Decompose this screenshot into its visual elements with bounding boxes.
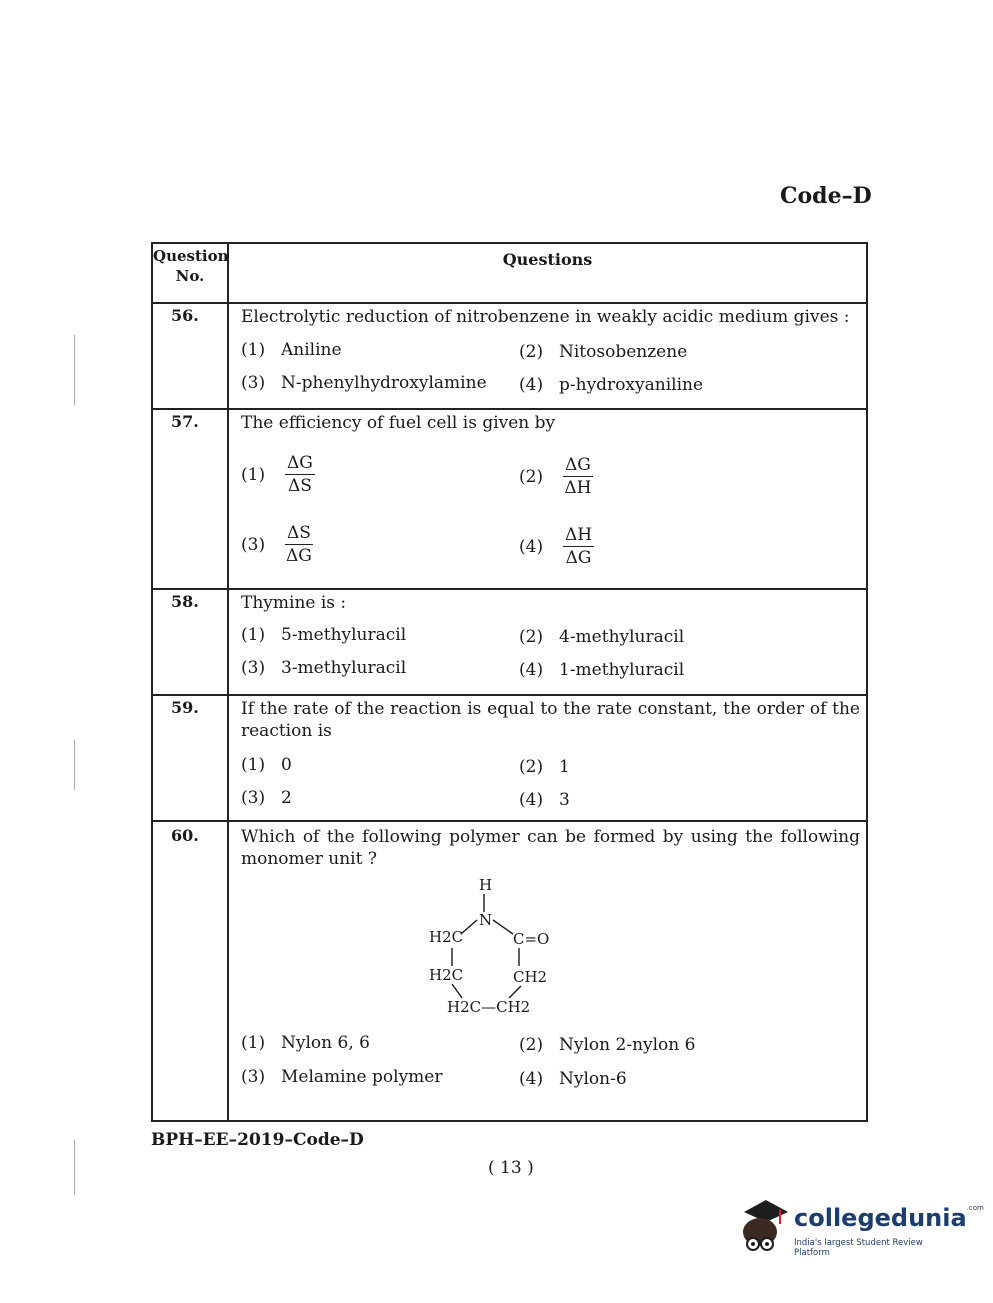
row-divider	[153, 588, 866, 590]
option: (1) 0	[241, 755, 292, 775]
option: (1) 5-methyluracil	[241, 625, 407, 645]
footer-code: BPH–EE–2019–Code–D	[151, 1130, 364, 1150]
question-text: Thymine is :	[241, 593, 347, 613]
question-number: 59.	[171, 698, 199, 717]
question-number: 56.	[171, 306, 199, 325]
row-divider	[153, 694, 866, 696]
question-text: If the rate of the reaction is equal to the rate constant, the order of the reaction is	[241, 699, 860, 741]
question-text: Electrolytic reduction of nitrobenzene in weakly acidic medium gives :	[241, 307, 850, 327]
group-carbonyl: C=O	[513, 930, 550, 948]
caprolactam-structure	[421, 872, 571, 1017]
group-bottom: H2C—CH2	[447, 998, 531, 1016]
header-questions: Questions	[502, 250, 593, 269]
column-divider	[227, 244, 229, 1120]
option-fraction: (1) $\frac{\Delta G}{\Delta S}$	[241, 453, 313, 496]
option: (4) 1-methyluracil	[519, 660, 685, 680]
option: (4) p-hydroxyaniline	[519, 375, 704, 395]
option: (4) 3	[519, 790, 570, 810]
scan-mark-left-2	[74, 740, 75, 790]
scan-mark-left-3	[74, 1140, 75, 1195]
atom-h: H	[479, 876, 493, 894]
question-number: 60.	[171, 826, 199, 845]
option-fraction: (4) $\frac{\Delta H}{\Delta G}$	[519, 525, 593, 568]
paper-code: Code–D	[780, 183, 872, 209]
row-divider	[153, 820, 866, 822]
questions-table	[151, 242, 868, 1122]
header-question-no: Question No.	[153, 247, 229, 285]
question-text: The efficiency of fuel cell is given by	[241, 413, 556, 433]
group-ch2-mid-right: CH2	[513, 968, 548, 986]
row-divider	[153, 302, 866, 304]
option: (3) Melamine polymer	[241, 1067, 443, 1087]
option: (1) Aniline	[241, 340, 342, 360]
page-number: ( 13 )	[488, 1158, 534, 1178]
scan-mark-left-1	[74, 335, 75, 405]
question-number: 58.	[171, 592, 199, 611]
question-text: Which of the following polymer can be formed by using the following monomer unit ?	[241, 827, 860, 869]
logo-tagline: India's largest Student Review Platform	[794, 1238, 923, 1258]
mascot-icon	[736, 1198, 792, 1256]
option-fraction: (2) $\frac{\Delta G}{\Delta H}$	[519, 455, 592, 498]
logo-wordmark: collegedunia$^{.com}$	[794, 1204, 984, 1232]
question-number: 57.	[171, 412, 199, 431]
option: (1) Nylon 6, 6	[241, 1033, 370, 1053]
option: (2) 1	[519, 757, 570, 777]
option: (3) N-phenylhydroxylamine	[241, 373, 487, 393]
row-divider	[153, 408, 866, 410]
option: (3) 2	[241, 788, 292, 808]
option-fraction: (3) $\frac{\Delta S}{\Delta G}$	[241, 523, 312, 566]
group-h2c-top-left: H2C	[429, 928, 464, 946]
option: (4) Nylon-6	[519, 1069, 627, 1089]
atom-n: N	[479, 911, 493, 929]
option: (2) 4-methyluracil	[519, 627, 685, 647]
collegedunia-logo	[736, 1198, 984, 1258]
group-h2c-mid-left: H2C	[429, 966, 464, 984]
option: (3) 3-methyluracil	[241, 658, 407, 678]
option: (2) Nitosobenzene	[519, 342, 688, 362]
option: (2) Nylon 2-nylon 6	[519, 1035, 696, 1055]
